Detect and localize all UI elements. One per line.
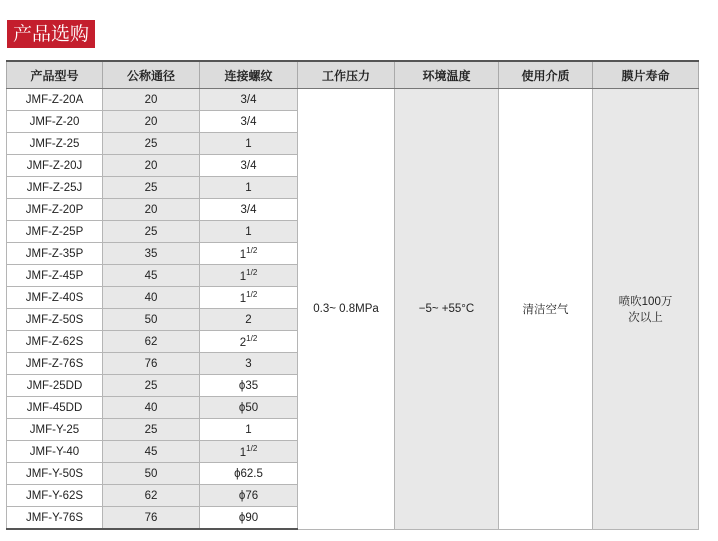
bore-cell: 25 xyxy=(103,221,200,243)
bore-cell: 20 xyxy=(103,111,200,133)
model-cell: JMF-Y-40 xyxy=(7,441,103,463)
bore-cell: 62 xyxy=(103,331,200,353)
thread-cell xyxy=(200,287,298,309)
thread-cell: 1 xyxy=(200,133,298,155)
thread-whole: 1 xyxy=(239,292,247,305)
thread-fraction: 1/2 xyxy=(246,334,258,344)
bore-cell: 50 xyxy=(103,309,200,331)
model-cell: JMF-Z-50S xyxy=(7,309,103,331)
thread-cell: 2 xyxy=(200,309,298,331)
header-bore: 公称通径 xyxy=(103,61,200,89)
table-body xyxy=(7,89,699,530)
thread-whole: 1 xyxy=(239,248,247,261)
thread-cell: 3/4 xyxy=(200,111,298,133)
model-cell: JMF-Z-35P xyxy=(7,243,103,265)
thread-cell: ϕ50 xyxy=(200,397,298,419)
header-medium: 使用介质 xyxy=(499,61,593,89)
thread-cell xyxy=(200,331,298,353)
model-cell: JMF-Y-25 xyxy=(7,419,103,441)
bore-cell: 25 xyxy=(103,419,200,441)
table-row xyxy=(7,89,699,111)
model-cell: JMF-Z-45P xyxy=(7,265,103,287)
pressure-cell: 0.3~ 0.8MPa xyxy=(298,89,395,530)
model-cell: JMF-Z-62S xyxy=(7,331,103,353)
life-cell xyxy=(593,89,699,530)
life-line: 喷吹100万 xyxy=(618,295,673,308)
table-header-row xyxy=(7,61,699,89)
thread-fraction: 1/2 xyxy=(246,444,258,454)
bore-cell: 40 xyxy=(103,287,200,309)
header-model: 产品型号 xyxy=(7,61,103,89)
model-cell: JMF-Z-40S xyxy=(7,287,103,309)
model-cell: JMF-Z-20 xyxy=(7,111,103,133)
bore-cell: 25 xyxy=(103,375,200,397)
thread-cell: ϕ62.5 xyxy=(200,463,298,485)
model-cell: JMF-Y-76S xyxy=(7,507,103,530)
bore-cell: 76 xyxy=(103,353,200,375)
thread-cell xyxy=(200,243,298,265)
thread-fraction: 1/2 xyxy=(246,290,258,300)
thread-whole: 1 xyxy=(239,446,247,459)
thread-cell: ϕ35 xyxy=(200,375,298,397)
thread-cell: 3/4 xyxy=(200,89,298,111)
bore-cell: 35 xyxy=(103,243,200,265)
model-cell: JMF-45DD xyxy=(7,397,103,419)
model-cell: JMF-Z-25 xyxy=(7,133,103,155)
medium-cell: 清洁空气 xyxy=(499,89,593,530)
bore-cell: 50 xyxy=(103,463,200,485)
thread-cell xyxy=(200,441,298,463)
bore-cell: 20 xyxy=(103,89,200,111)
model-cell: JMF-Z-25J xyxy=(7,177,103,199)
section-title: 产品选购 xyxy=(7,20,95,48)
thread-cell: 1 xyxy=(200,177,298,199)
life-line: 次以上 xyxy=(628,311,663,324)
bore-cell: 20 xyxy=(103,155,200,177)
thread-cell: ϕ76 xyxy=(200,485,298,507)
model-cell: JMF-Z-20J xyxy=(7,155,103,177)
bore-cell: 40 xyxy=(103,397,200,419)
thread-cell: ϕ90 xyxy=(200,507,298,530)
thread-fraction: 1/2 xyxy=(246,268,258,278)
bore-cell: 25 xyxy=(103,177,200,199)
temperature-cell: −5~ +55°C xyxy=(395,89,499,530)
thread-whole: 1 xyxy=(239,270,247,283)
bore-cell: 62 xyxy=(103,485,200,507)
bore-cell: 25 xyxy=(103,133,200,155)
bore-cell: 45 xyxy=(103,441,200,463)
thread-cell: 3/4 xyxy=(200,155,298,177)
model-cell: JMF-Z-20P xyxy=(7,199,103,221)
header-temperature: 环境温度 xyxy=(395,61,499,89)
thread-cell: 1 xyxy=(200,419,298,441)
model-cell: JMF-Z-25P xyxy=(7,221,103,243)
header-thread: 连接螺纹 xyxy=(200,61,298,89)
thread-fraction: 1/2 xyxy=(246,246,258,256)
model-cell: JMF-Y-62S xyxy=(7,485,103,507)
header-life: 膜片寿命 xyxy=(593,61,699,89)
model-cell: JMF-25DD xyxy=(7,375,103,397)
bore-cell: 76 xyxy=(103,507,200,530)
bore-cell: 20 xyxy=(103,199,200,221)
thread-cell: 1 xyxy=(200,221,298,243)
thread-cell: 3 xyxy=(200,353,298,375)
header-pressure: 工作压力 xyxy=(298,61,395,89)
model-cell: JMF-Z-76S xyxy=(7,353,103,375)
model-cell: JMF-Z-20A xyxy=(7,89,103,111)
thread-cell: 3/4 xyxy=(200,199,298,221)
bore-cell: 45 xyxy=(103,265,200,287)
product-spec-table xyxy=(6,60,699,530)
thread-whole: 2 xyxy=(239,336,247,349)
model-cell: JMF-Y-50S xyxy=(7,463,103,485)
thread-cell xyxy=(200,265,298,287)
